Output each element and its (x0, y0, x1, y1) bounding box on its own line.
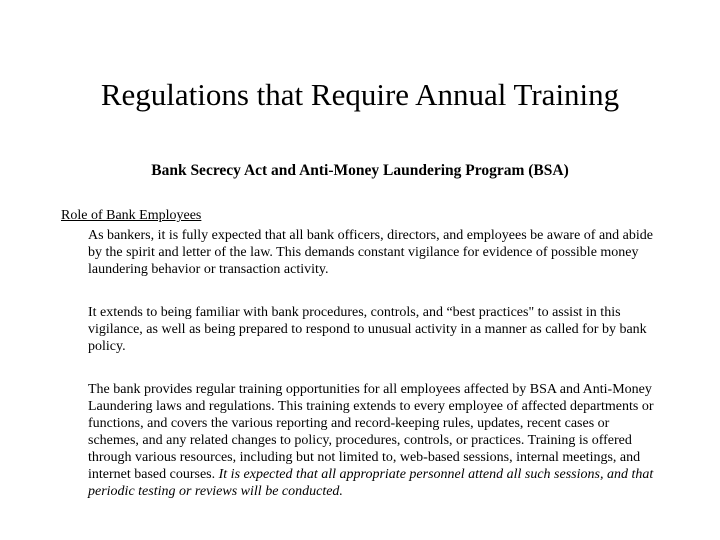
slide-subtitle: Bank Secrecy Act and Anti-Money Laundering Program (BSA) (151, 162, 569, 179)
paragraph-awareness (88, 227, 663, 278)
section-heading: Role of Bank Employees (61, 208, 202, 223)
paragraph-procedures (88, 304, 663, 355)
paragraph-training (88, 381, 663, 500)
paragraph-text: As bankers, it is fully expected that all bank officers, directors, and employees be aware of and abide by the spirit and letter of the law. This demands constant vigilance for evidence of possible money laundering behavior or transaction activity. (88, 228, 653, 277)
slide-title: Regulations that Require Annual Training (100, 77, 620, 112)
paragraph-text: It extends to being familiar with bank procedures, controls, and “best practices" to assist in this vigilance, as well as being prepared to respond to unusual activity in a manner as called for by bank policy. (88, 305, 647, 354)
paragraph-text: The bank provides regular training opportunities for all employees affected by BSA and Anti-Money Laundering laws and regulations. This training extends to every employee of affected departments or functions, and covers the various reporting and record-keeping rules, updates, recent cases or schemes, and any related changes to policy, procedures, controls, or practices. Training is offered through various resources, including but not limited to, web-based sessions, internal meetings, and internet based courses. (88, 382, 654, 482)
paragraph-italic-text: It is expected that all appropriate personnel attend all such sessions, and that periodic testing or reviews will be conducted. (88, 467, 654, 499)
